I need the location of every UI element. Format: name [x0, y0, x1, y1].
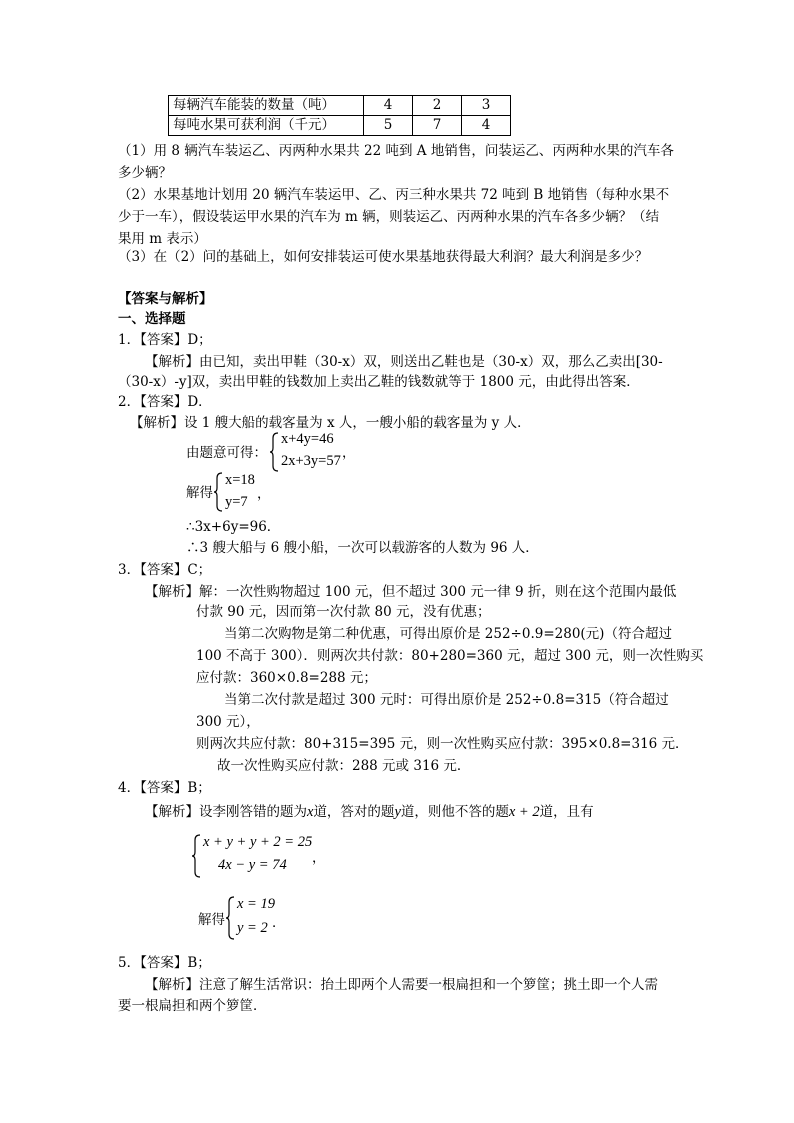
answer-3-explanation-line-3: 当第二次购物是第二种优惠，可得出原价是 252÷0.9=280(元)（符合超过 [224, 626, 672, 642]
answer-4-solution-1: x = 19 [237, 896, 275, 912]
answer-4-equation-2: 4x − y = 74 [218, 857, 287, 873]
table-row [169, 116, 511, 136]
table-row [169, 96, 511, 116]
variable-x: x [307, 804, 314, 820]
section-heading: 一、选择题 [118, 311, 186, 327]
answer-2-solve-label: 解得 [186, 485, 213, 501]
answer-2: 2．【答案】D． [118, 394, 212, 410]
left-brace-icon [270, 432, 280, 472]
answer-3-explanation-line-7: 300 元）， [196, 714, 260, 730]
answer-2-equation-1: x+4y=46 [281, 431, 334, 447]
answer-4-explanation-mid-2: 道，则他不答的题 [400, 804, 509, 820]
question-1-line-1: （1）用 8 辆汽车装运乙、丙两种水果共 22 吨到 A 地销售，问装运乙、丙两种水果的汽车各 [118, 143, 674, 159]
answer-2-solution-1: x=18 [225, 472, 255, 488]
answer-3-explanation-line-9: 故一次性购买应付款：288 元或 316 元． [217, 758, 471, 774]
answer-3-explanation-line-4: 100 不高于 300）．则两次共付款：80+280=360 元，超过 300 元，则一次性购买 [196, 648, 704, 664]
answer-2-equation-2: 2x+3y=57 [281, 453, 341, 469]
answer-2-setup-label: 由题意可得： [186, 445, 267, 461]
answer-4-solution-2: y = 2 [237, 920, 268, 936]
answer-3-explanation-line-8: 则两次共应付款：80+315=395 元，则一次性购买应付款：395×0.8=316 元． [196, 736, 689, 752]
table-cell: 5 [364, 116, 413, 136]
question-3-line-1: （3）在（2）问的基础上，如何安排装运可使水果基地获得最大利润？最大利润是多少？ [118, 249, 649, 265]
answer-3-explanation-line-5: 应付款：360×0.8=288 元； [196, 670, 377, 686]
answer-2-solution-comma: ， [257, 486, 271, 502]
question-2-line-1: （2）水果基地计划用 20 辆汽车装运甲、乙、丙三种水果共 72 吨到 B 地销售（每种水果不 [118, 187, 670, 203]
answer-2-solution-2: y=7 [225, 494, 248, 510]
answer-3-explanation-line-1: 【解析】解：一次性购物超过 100 元，但不超过 300 元一律 9 折，则在这个范围内最低 [145, 584, 677, 600]
answer-4-comma: ， [312, 850, 326, 866]
table-cell-label: 每吨水果可获利润（千元） [169, 116, 364, 136]
expression-x-plus-2: x + 2 [508, 804, 540, 820]
question-1-line-2: 多少辆？ [118, 165, 172, 181]
answer-2-therefore-1: ∴3x+6y=96． [186, 519, 281, 535]
variable-y: y [394, 804, 401, 820]
truck-fruit-table [168, 95, 511, 136]
answer-1-explanation-line-2: （30-x）-y]双，卖出甲鞋的钱数加上卖出乙鞋的钱数就等于 1800 元，由此得出答案． [118, 374, 640, 390]
answer-4-equation-1: x + y + y + 2 = 25 [203, 834, 313, 850]
answer-3-explanation-line-6: 当第二次付款是超过 300 元时：可得出原价是 252÷0.8=315（符合超过 [224, 692, 669, 708]
answer-4-explanation-line-1 [145, 800, 594, 821]
answers-heading: 【答案与解析】 [118, 291, 213, 307]
left-brace-icon [214, 472, 224, 512]
question-2-line-3: 果用 m 表示） [118, 231, 207, 247]
answer-3: 3．【答案】C； [118, 562, 212, 578]
table-cell: 3 [462, 96, 511, 116]
answer-4-period: ． [272, 915, 286, 931]
answer-4: 4．【答案】B； [118, 780, 211, 796]
answer-4-explanation-mid-1: 道，答对的题 [313, 804, 395, 820]
answer-4-solve-label: 解得 [198, 912, 225, 928]
answer-2-therefore-2: ∴3 艘大船与 6 艘小船，一次可以载游客的人数为 96 人． [186, 540, 539, 556]
answer-5-explanation-line-2: 要一根扁担和两个箩筐． [118, 998, 267, 1014]
table-cell: 4 [462, 116, 511, 136]
answer-2-explanation-line-1: 【解析】设 1 艘大船的载客量为 x 人，一艘小船的载客量为 y 人． [130, 415, 531, 431]
answer-4-explanation-suffix: 道，且有 [539, 804, 594, 820]
answer-3-explanation-line-2: 付款 90 元，因而第一次付款 80 元，没有优惠； [196, 604, 491, 620]
table-cell: 2 [413, 96, 462, 116]
table-cell: 7 [413, 116, 462, 136]
answer-1: 1．【答案】D； [118, 332, 212, 348]
answer-5-explanation-line-1: 【解析】注意了解生活常识：抬土即两个人需要一根扁担和一个箩筐；挑土即一个人需 [145, 977, 658, 993]
answer-2-comma: ， [342, 445, 356, 461]
answer-4-explanation-prefix: 【解析】设李刚答错的题为 [145, 804, 307, 820]
answer-1-explanation-line-1: 【解析】由已知，卖出甲鞋（30-x）双，则送出乙鞋也是（30-x）双，那么乙卖出[30- [145, 354, 663, 370]
question-2-line-2: 少于一车），假设装运甲水果的汽车为 m 辆，则装运乙、丙两种水果的汽车各多少辆？（结 [118, 209, 660, 225]
left-brace-icon [192, 834, 202, 878]
table-cell-label: 每辆汽车能装的数量（吨） [169, 96, 364, 116]
answer-5: 5．【答案】B； [118, 955, 211, 971]
table-cell: 4 [364, 96, 413, 116]
left-brace-icon [226, 896, 236, 940]
